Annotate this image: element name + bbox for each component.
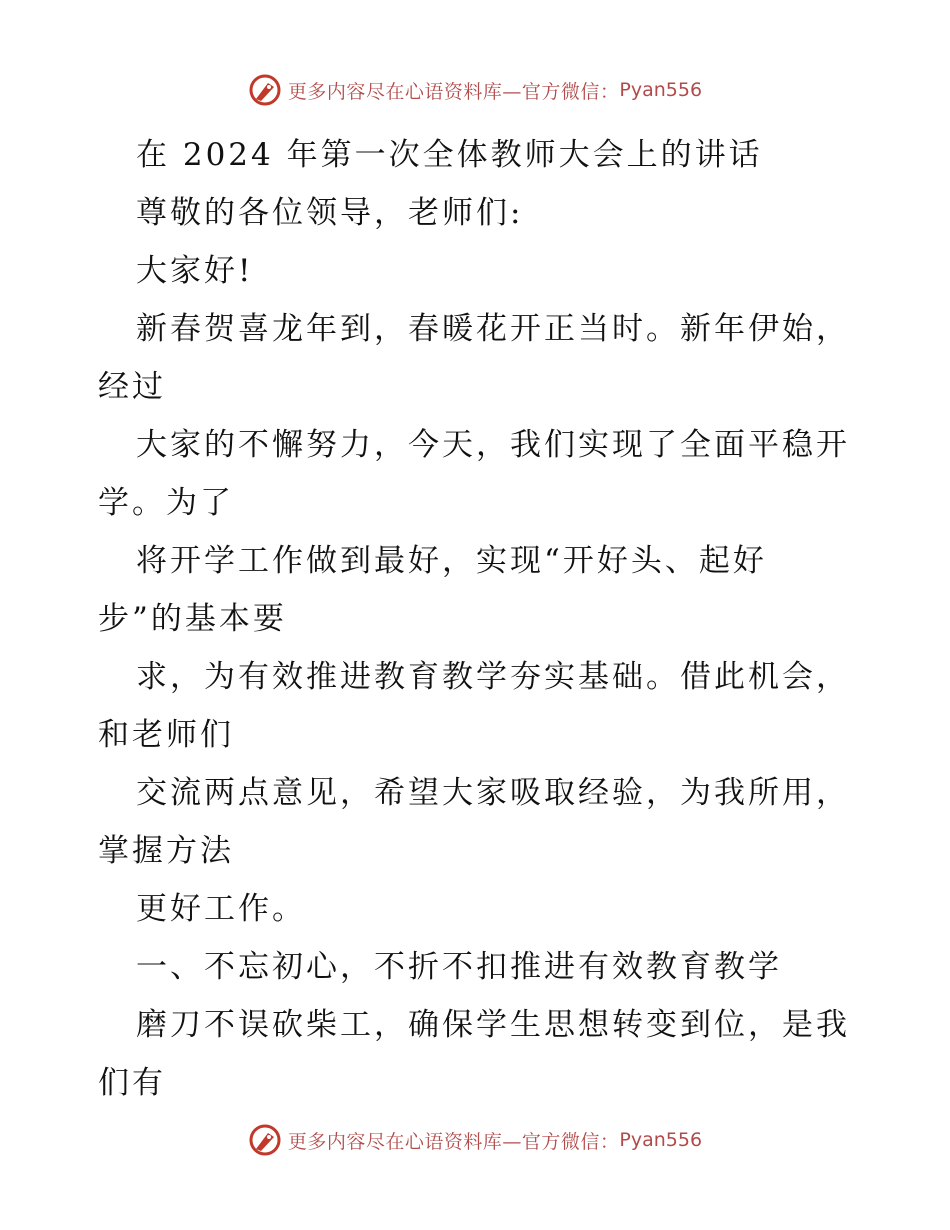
text-line: 将开学工作做到最好，实现“开好头、起好 [136, 543, 767, 579]
text-line: 求，为有效推进教育教学夯实基础。借此机会， [136, 659, 850, 695]
text-line: 大家的不懈努力，今天，我们实现了全面平稳开 [136, 427, 850, 463]
pen-nib-logo-icon [248, 1123, 282, 1157]
text-line: 一、不忘初心，不折不扣推进有效教育教学 [136, 949, 782, 985]
banner-wechat-id: Pyan556 [619, 1129, 703, 1151]
text-line: 交流两点意见，希望大家吸取经验，为我所用， [136, 775, 850, 811]
banner-text: 更多内容尽在心语资料库—官方微信： [287, 1130, 620, 1153]
document-body [98, 126, 858, 1112]
text-line: 磨刀不误砍柴工，确保学生思想转变到位，是我 [136, 1007, 850, 1043]
text-line: 学。为了 [98, 485, 234, 521]
text-line: 掌握方法 [98, 833, 234, 869]
text-line: 大家好! [136, 253, 254, 289]
text-line: 和老师们 [98, 717, 234, 753]
pen-nib-logo-icon [248, 73, 282, 107]
footer-watermark-banner [0, 1120, 950, 1160]
text-line: 尊敬的各位领导，老师们: [136, 195, 524, 231]
text-line: 在 2024 年第一次全体教师大会上的讲话 [136, 137, 763, 173]
text-line: 们有 [98, 1065, 166, 1101]
text-line: 步”的基本要 [98, 601, 287, 637]
text-line: 更好工作。 [136, 891, 306, 927]
text-line: 新春贺喜龙年到，春暖花开正当时。新年伊始， [136, 311, 850, 347]
text-line: 经过 [98, 369, 166, 405]
banner-wechat-id: Pyan556 [619, 79, 703, 101]
header-watermark-banner [0, 70, 950, 110]
banner-text: 更多内容尽在心语资料库—官方微信： [287, 80, 620, 103]
